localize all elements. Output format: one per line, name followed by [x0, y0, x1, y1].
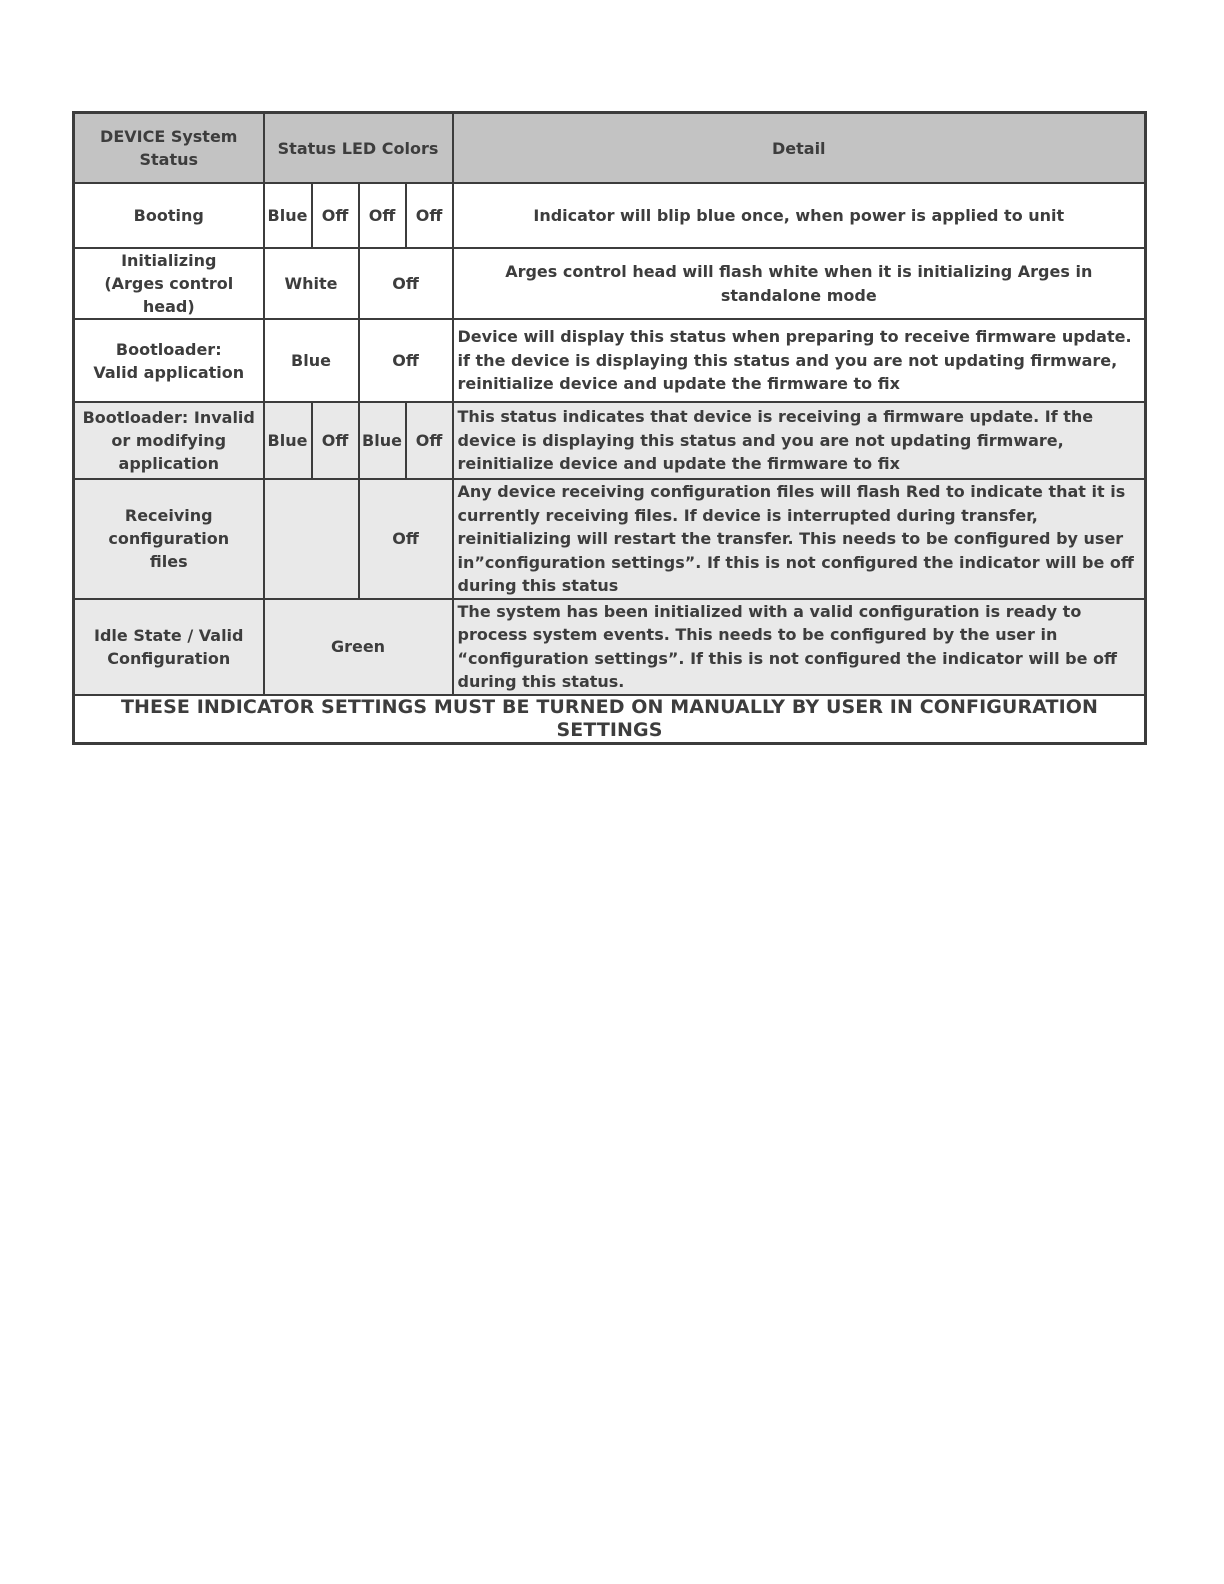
status-cell: Initializing (Arges control head)	[74, 248, 264, 319]
led-cell-2: Off	[359, 248, 453, 319]
led-cell-1: Green	[264, 599, 453, 695]
status-cell: Booting	[74, 183, 264, 248]
table-row-bootloader-valid	[74, 319, 1146, 402]
led-cell-3: Blue	[359, 402, 406, 479]
table-row-idle	[74, 599, 1146, 695]
led-cell-1: White	[264, 248, 359, 319]
table-header-row	[74, 113, 1146, 184]
header-detail: Detail	[453, 113, 1146, 184]
led-cell-2: Off	[312, 183, 359, 248]
led-cell-3: Off	[359, 183, 406, 248]
detail-cell: Indicator will blip blue once, when power is applied to unit	[453, 183, 1146, 248]
detail-cell: This status indicates that device is receiving a firmware update. If the device is displaying this status and you are not updating firmware, reinitialize device and update the firmware to fix	[453, 402, 1146, 479]
detail-cell: Device will display this status when preparing to receive firmware update. if the device is displaying this status and you are not updating firmware, reinitialize device and update the firmware to fix	[453, 319, 1146, 402]
detail-cell: Arges control head will flash white when it is initializing Arges in standalone mode	[453, 248, 1146, 319]
led-status-table	[72, 111, 1147, 745]
led-cell-1	[264, 479, 359, 599]
table-footer-row	[74, 695, 1146, 744]
status-cell: Bootloader: Valid application	[74, 319, 264, 402]
header-led-colors: Status LED Colors	[264, 113, 453, 184]
led-cell-2: Off	[359, 319, 453, 402]
led-cell-4: Off	[406, 183, 453, 248]
status-cell: Bootloader: Invalid or modifying application	[74, 402, 264, 479]
status-cell: Idle State / Valid Configuration	[74, 599, 264, 695]
detail-cell: Any device receiving configuration files will flash Red to indicate that it is currently receiving files. If device is interrupted during transfer, reinitializing will restart the transfer. This needs to be configured by user in”configuration settings”. If this is not configured the indicator will be off during this status	[453, 479, 1146, 599]
led-cell-4: Off	[406, 402, 453, 479]
table-row-booting	[74, 183, 1146, 248]
detail-cell: The system has been initialized with a valid configuration is ready to process system events. This needs to be configured by the user in “configuration settings”. If this is not configured the indicator will be off during this status.	[453, 599, 1146, 695]
table-row-bootloader-invalid	[74, 402, 1146, 479]
header-device-status: DEVICE System Status	[74, 113, 264, 184]
led-cell-1: Blue	[264, 183, 312, 248]
table-row-receiving	[74, 479, 1146, 599]
footer-note: THESE INDICATOR SETTINGS MUST BE TURNED ON MANUALLY BY USER IN CONFIGURATION SETTINGS	[74, 695, 1146, 744]
status-cell: Receiving configuration files	[74, 479, 264, 599]
led-cell-2: Off	[312, 402, 359, 479]
table-row-initializing	[74, 248, 1146, 319]
led-cell-1: Blue	[264, 319, 359, 402]
led-cell-2: Off	[359, 479, 453, 599]
led-cell-1: Blue	[264, 402, 312, 479]
